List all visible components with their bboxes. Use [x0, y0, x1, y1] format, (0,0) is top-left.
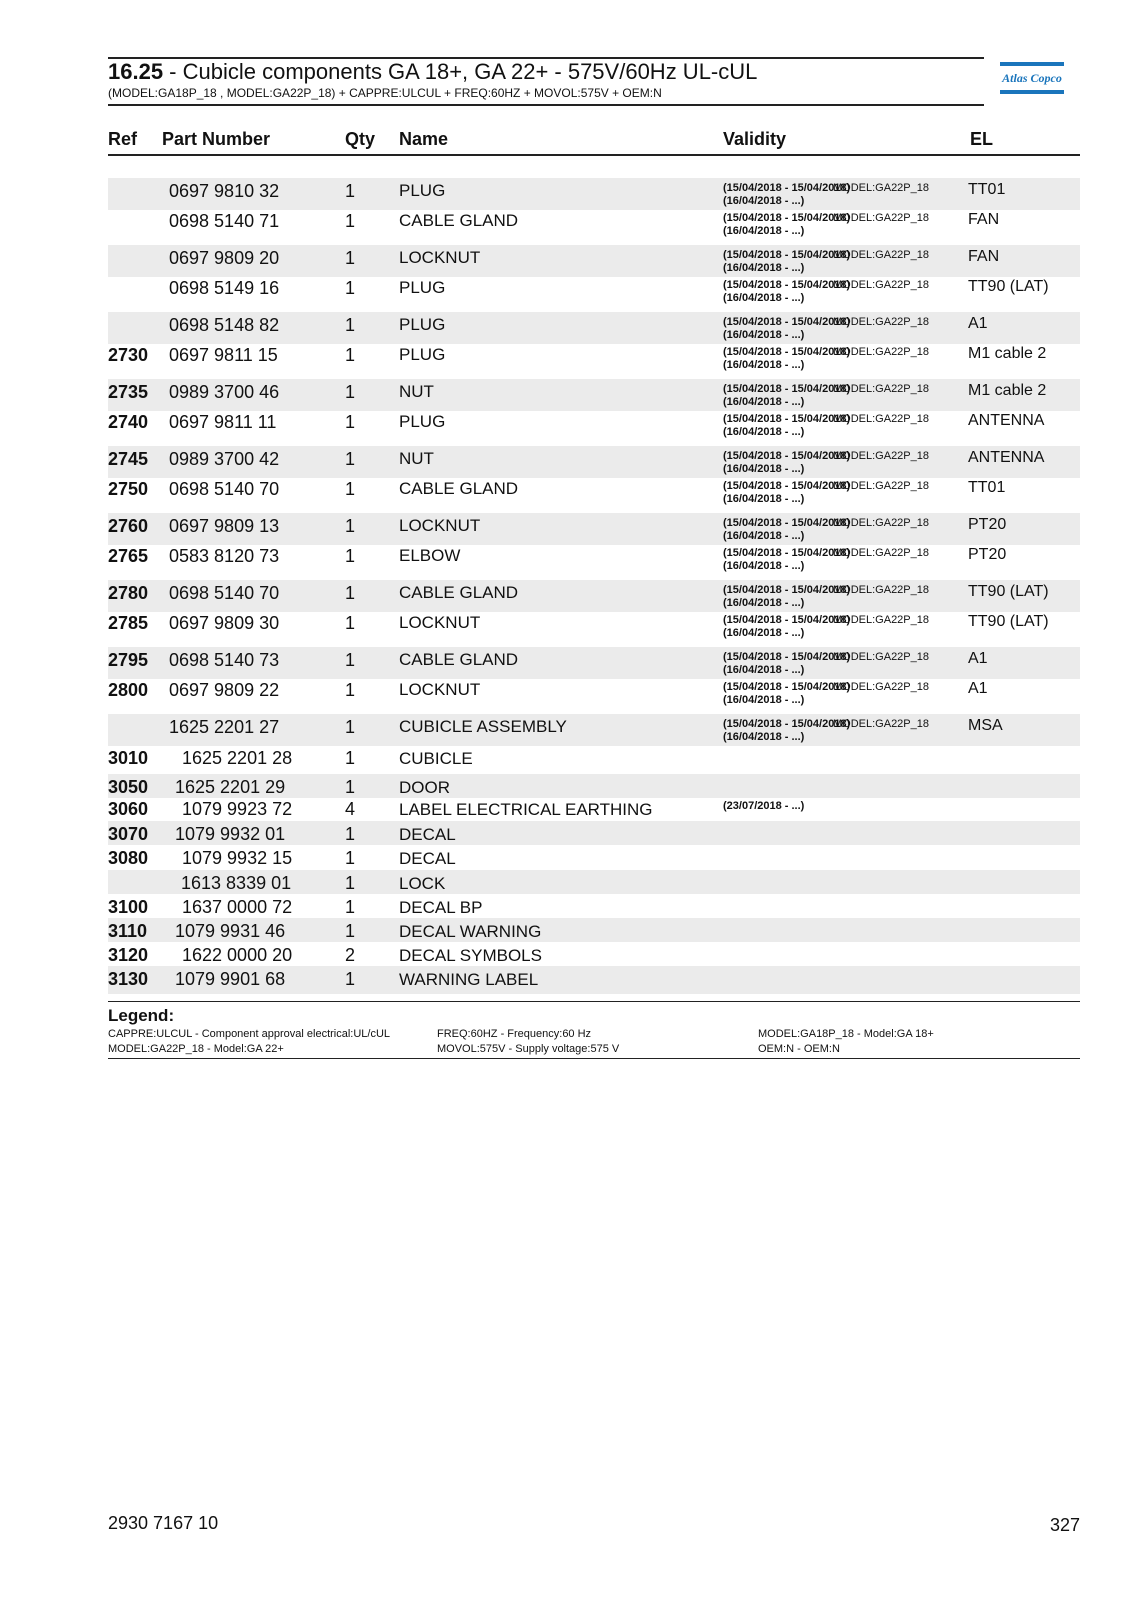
table-row — [108, 677, 1080, 709]
validity-model-cell: MODEL:GA22P_18 — [833, 584, 929, 596]
table-row — [108, 379, 1080, 411]
table-row — [108, 918, 1080, 942]
el-cell: TT90 (LAT) — [968, 613, 1049, 630]
validity-model-cell: MODEL:GA22P_18 — [833, 547, 929, 559]
section-header — [108, 57, 984, 106]
validity-from-cell: (16/04/2018 - ...) — [723, 426, 805, 438]
legend-top-rule — [108, 1001, 1080, 1002]
name-cell: CABLE GLAND — [399, 211, 519, 230]
el-cell: PT20 — [968, 516, 1007, 533]
qty-cell: 1 — [345, 873, 356, 893]
col-el: EL — [970, 129, 994, 149]
table-row — [108, 208, 1080, 240]
table-row — [108, 275, 1080, 307]
validity-from-cell: (16/04/2018 - ...) — [723, 329, 805, 341]
logo-bar-bottom — [1000, 90, 1064, 94]
qty-cell: 1 — [345, 546, 356, 566]
validity-from-cell: (16/04/2018 - ...) — [723, 262, 805, 274]
qty-cell: 1 — [345, 315, 356, 335]
validity-from-cell: (16/04/2018 - ...) — [723, 627, 805, 639]
validity-from-cell: (16/04/2018 - ...) — [723, 195, 805, 207]
validity-range-cell: (15/04/2018 - 15/04/2018) — [723, 413, 851, 425]
el-cell: A1 — [968, 650, 988, 667]
validity-model-cell: MODEL:GA22P_18 — [833, 383, 929, 395]
validity-range-cell: (15/04/2018 - 15/04/2018) — [723, 346, 851, 358]
name-cell: DECAL WARNING — [399, 922, 542, 941]
ref-cell: 2730 — [108, 345, 149, 365]
section-title-text: - Cubicle components GA 18+, GA 22+ - 575V/60Hz UL-cUL — [163, 59, 758, 84]
el-cell: M1 cable 2 — [968, 345, 1047, 362]
table-row — [108, 870, 1080, 894]
ref-cell: 3010 — [108, 748, 149, 768]
validity-from-cell: (16/04/2018 - ...) — [723, 493, 805, 505]
logo-text: Atlas Copco — [1002, 71, 1062, 85]
col-name: Name — [399, 129, 449, 149]
qty-cell: 4 — [345, 799, 356, 819]
validity-model-cell: MODEL:GA22P_18 — [833, 450, 929, 462]
name-cell: PLUG — [399, 412, 446, 431]
legend-item: FREQ:60HZ - Frequency:60 Hz — [437, 1028, 592, 1040]
ref-cell: 3050 — [108, 777, 149, 797]
qty-cell: 1 — [345, 680, 356, 700]
validity-range-cell: (15/04/2018 - 15/04/2018) — [723, 547, 851, 559]
col-validity: Validity — [723, 129, 787, 149]
validity-range-cell: (15/04/2018 - 15/04/2018) — [723, 614, 851, 626]
qty-cell: 1 — [345, 921, 356, 941]
name-cell: LABEL ELECTRICAL EARTHING — [399, 800, 653, 819]
el-cell: FAN — [968, 211, 1000, 228]
part-number-cell: 1625 2201 28 — [182, 748, 293, 768]
name-cell: WARNING LABEL — [399, 970, 539, 989]
el-cell: ANTENNA — [968, 449, 1045, 466]
table-row — [108, 342, 1080, 374]
table-row — [108, 745, 1080, 769]
ref-cell: 3130 — [108, 969, 149, 989]
name-cell: PLUG — [399, 181, 446, 200]
validity-range-cell: (15/04/2018 - 15/04/2018) — [723, 383, 851, 395]
el-cell: TT90 (LAT) — [968, 583, 1049, 600]
validity-from-cell: (16/04/2018 - ...) — [723, 694, 805, 706]
qty-cell: 1 — [345, 382, 356, 402]
legend-item: MODEL:GA18P_18 - Model:GA 18+ — [758, 1028, 934, 1040]
ref-cell: 2745 — [108, 449, 149, 469]
qty-cell: 1 — [345, 650, 356, 670]
name-cell: NUT — [399, 382, 434, 401]
validity-model-cell: MODEL:GA22P_18 — [833, 480, 929, 492]
table-row — [108, 312, 1080, 344]
ref-cell: 2795 — [108, 650, 149, 670]
part-number-cell: 0697 9811 15 — [169, 345, 278, 365]
table-row — [108, 409, 1080, 441]
ref-cell: 2765 — [108, 546, 149, 566]
name-cell: LOCKNUT — [399, 516, 481, 535]
qty-cell: 1 — [345, 613, 356, 633]
part-number-cell: 0698 5140 70 — [169, 479, 280, 499]
validity-model-cell: MODEL:GA22P_18 — [833, 651, 929, 663]
name-cell: CUBICLE — [399, 749, 473, 768]
qty-cell: 1 — [345, 516, 356, 536]
part-number-cell: 0697 9810 32 — [169, 181, 280, 201]
el-cell: A1 — [968, 680, 988, 697]
validity-range-cell: (15/04/2018 - 15/04/2018) — [723, 316, 851, 328]
table-row — [108, 245, 1080, 277]
el-cell: FAN — [968, 248, 1000, 265]
col-part-number: Part Number — [162, 129, 271, 149]
table-row — [108, 845, 1080, 869]
validity-model-cell: MODEL:GA22P_18 — [833, 517, 929, 529]
name-cell: PLUG — [399, 278, 446, 297]
part-number-cell: 0697 9809 30 — [169, 613, 280, 633]
part-number-cell: 1079 9923 72 — [182, 799, 293, 819]
validity-from-cell: (16/04/2018 - ...) — [723, 292, 805, 304]
name-cell: DECAL SYMBOLS — [399, 946, 542, 965]
table-row — [108, 513, 1080, 545]
validity-from-cell: (16/04/2018 - ...) — [723, 359, 805, 371]
part-number-cell: 1625 2201 27 — [169, 717, 280, 737]
ref-cell: 2785 — [108, 613, 149, 633]
validity-from-cell: (16/04/2018 - ...) — [723, 597, 805, 609]
part-number-cell: 0697 9811 11 — [169, 412, 277, 432]
name-cell: CUBICLE ASSEMBLY — [399, 717, 567, 736]
ref-cell: 2760 — [108, 516, 149, 536]
ref-cell: 2780 — [108, 583, 149, 603]
validity-range-cell: (15/04/2018 - 15/04/2018) — [723, 517, 851, 529]
validity-range-cell: (15/04/2018 - 15/04/2018) — [723, 279, 851, 291]
ref-cell: 3110 — [108, 921, 148, 941]
validity-model-cell: MODEL:GA22P_18 — [833, 249, 929, 261]
legend-title: Legend: — [108, 1006, 175, 1025]
part-number-cell: 0697 9809 20 — [169, 248, 280, 268]
validity-model-cell: MODEL:GA22P_18 — [833, 279, 929, 291]
qty-cell: 1 — [345, 717, 356, 737]
validity-range-cell: (15/04/2018 - 15/04/2018) — [723, 212, 851, 224]
validity-from-cell: (16/04/2018 - ...) — [723, 530, 805, 542]
page-number: 327 — [1049, 1515, 1080, 1535]
ref-cell: 3080 — [108, 848, 149, 868]
part-number-cell: 0698 5149 16 — [169, 278, 280, 298]
col-qty: Qty — [345, 129, 376, 149]
legend-item: MODEL:GA22P_18 - Model:GA 22+ — [108, 1043, 284, 1055]
table-row — [108, 476, 1080, 508]
part-number-cell: 1613 8339 01 — [181, 873, 292, 893]
qty-cell: 1 — [345, 345, 356, 365]
legend-item: OEM:N - OEM:N — [758, 1043, 840, 1055]
ref-cell: 2800 — [108, 680, 149, 700]
qty-cell: 1 — [345, 969, 356, 989]
part-number-cell: 0989 3700 46 — [169, 382, 280, 402]
ref-cell: 3060 — [108, 799, 149, 819]
section-subtitle: (MODEL:GA18P_18 , MODEL:GA22P_18) + CAPPRE:ULCUL + FREQ:60HZ + MOVOL:575V + OEM:N — [108, 86, 662, 100]
ref-cell: 3100 — [108, 897, 149, 917]
name-cell: LOCK — [399, 874, 446, 893]
table-row — [108, 796, 1080, 820]
qty-cell: 1 — [345, 583, 356, 603]
qty-cell: 1 — [345, 248, 356, 268]
validity-range-cell: (15/04/2018 - 15/04/2018) — [723, 584, 851, 596]
part-number-cell: 1079 9932 01 — [175, 824, 286, 844]
part-number-cell: 1079 9901 68 — [175, 969, 286, 989]
validity-range-cell: (15/04/2018 - 15/04/2018) — [723, 450, 851, 462]
ref-cell: 3120 — [108, 945, 149, 965]
qty-cell: 1 — [345, 897, 356, 917]
table-row — [108, 894, 1080, 918]
name-cell: LOCKNUT — [399, 248, 481, 267]
table-row — [108, 543, 1080, 575]
qty-cell: 1 — [345, 824, 356, 844]
el-cell: MSA — [968, 717, 1003, 734]
qty-cell: 1 — [345, 479, 356, 499]
ref-cell: 2740 — [108, 412, 149, 432]
validity-from-cell: (16/04/2018 - ...) — [723, 396, 805, 408]
qty-cell: 1 — [345, 777, 356, 797]
name-cell: CABLE GLAND — [399, 650, 519, 669]
legend-item: CAPPRE:ULCUL - Component approval electrical:UL/cUL — [108, 1028, 391, 1040]
legend-item: MOVOL:575V - Supply voltage:575 V — [437, 1043, 620, 1055]
validity-range-cell: (15/04/2018 - 15/04/2018) — [723, 651, 851, 663]
name-cell: PLUG — [399, 315, 446, 334]
table-row — [108, 178, 1080, 210]
validity-from-cell: (16/04/2018 - ...) — [723, 463, 805, 475]
validity-range-cell: (15/04/2018 - 15/04/2018) — [723, 718, 851, 730]
validity-range-cell: (15/04/2018 - 15/04/2018) — [723, 480, 851, 492]
table-row — [108, 610, 1080, 642]
validity-from-cell: (16/04/2018 - ...) — [723, 731, 805, 743]
part-number-cell: 0698 5140 73 — [169, 650, 280, 670]
validity-range-cell: (23/07/2018 - ...) — [723, 800, 805, 812]
table-row — [108, 966, 1080, 994]
validity-model-cell: MODEL:GA22P_18 — [833, 718, 929, 730]
validity-model-cell: MODEL:GA22P_18 — [833, 614, 929, 626]
part-number-cell: 0698 5148 82 — [169, 315, 280, 335]
part-number-cell: 0698 5140 70 — [169, 583, 280, 603]
col-ref: Ref — [108, 129, 138, 149]
validity-model-cell: MODEL:GA22P_18 — [833, 316, 929, 328]
name-cell: CABLE GLAND — [399, 583, 519, 602]
validity-range-cell: (15/04/2018 - 15/04/2018) — [723, 182, 851, 194]
name-cell: DECAL — [399, 825, 456, 844]
validity-model-cell: MODEL:GA22P_18 — [833, 212, 929, 224]
section-number: 16.25 — [108, 59, 164, 84]
ref-cell: 2750 — [108, 479, 149, 499]
part-number-cell: 1079 9932 15 — [182, 848, 293, 868]
logo-bar-top — [1000, 62, 1064, 66]
qty-cell: 1 — [345, 278, 356, 298]
table-row — [108, 942, 1080, 966]
part-number-cell: 1637 0000 72 — [182, 897, 293, 917]
document-number: 2930 7167 10 — [108, 1513, 219, 1533]
name-cell: PLUG — [399, 345, 446, 364]
qty-cell: 2 — [345, 945, 356, 965]
validity-range-cell: (15/04/2018 - 15/04/2018) — [723, 249, 851, 261]
part-number-cell: 1625 2201 29 — [175, 777, 286, 797]
table-row — [108, 821, 1080, 845]
name-cell: ELBOW — [399, 546, 461, 565]
el-cell: ANTENNA — [968, 412, 1045, 429]
header-rule — [108, 154, 1080, 156]
qty-cell: 1 — [345, 449, 356, 469]
qty-cell: 1 — [345, 748, 356, 768]
validity-model-cell: MODEL:GA22P_18 — [833, 182, 929, 194]
qty-cell: 1 — [345, 848, 356, 868]
name-cell: LOCKNUT — [399, 680, 481, 699]
part-number-cell: 0989 3700 42 — [169, 449, 280, 469]
part-number-cell: 0583 8120 73 — [169, 546, 280, 566]
el-cell: PT20 — [968, 546, 1007, 563]
el-cell: TT01 — [968, 479, 1006, 496]
part-number-cell: 1622 0000 20 — [182, 945, 293, 965]
table-row — [108, 714, 1080, 746]
validity-from-cell: (16/04/2018 - ...) — [723, 225, 805, 237]
el-cell: M1 cable 2 — [968, 382, 1047, 399]
validity-model-cell: MODEL:GA22P_18 — [833, 346, 929, 358]
table-row — [108, 446, 1080, 478]
qty-cell: 1 — [345, 211, 356, 231]
validity-from-cell: (16/04/2018 - ...) — [723, 560, 805, 572]
part-number-cell: 0697 9809 13 — [169, 516, 280, 536]
part-number-cell: 0697 9809 22 — [169, 680, 280, 700]
name-cell: DECAL — [399, 849, 456, 868]
el-cell: TT01 — [968, 181, 1006, 198]
table-row — [108, 647, 1080, 679]
validity-model-cell: MODEL:GA22P_18 — [833, 413, 929, 425]
atlas-copco-logo — [1000, 62, 1064, 96]
name-cell: LOCKNUT — [399, 613, 481, 632]
section-title — [108, 59, 757, 85]
validity-from-cell: (16/04/2018 - ...) — [723, 664, 805, 676]
part-number-cell: 1079 9931 46 — [175, 921, 286, 941]
ref-cell: 3070 — [108, 824, 149, 844]
table-row — [108, 774, 1080, 798]
qty-cell: 1 — [345, 181, 356, 201]
name-cell: NUT — [399, 449, 434, 468]
el-cell: TT90 (LAT) — [968, 278, 1049, 295]
legend-bottom-rule — [108, 1058, 1080, 1059]
name-cell: DOOR — [399, 778, 450, 797]
ref-cell: 2735 — [108, 382, 149, 402]
name-cell: CABLE GLAND — [399, 479, 519, 498]
el-cell: A1 — [968, 315, 988, 332]
name-cell: DECAL BP — [399, 898, 483, 917]
validity-range-cell: (15/04/2018 - 15/04/2018) — [723, 681, 851, 693]
qty-cell: 1 — [345, 412, 356, 432]
validity-model-cell: MODEL:GA22P_18 — [833, 681, 929, 693]
part-number-cell: 0698 5140 71 — [169, 211, 280, 231]
table-row — [108, 580, 1080, 612]
